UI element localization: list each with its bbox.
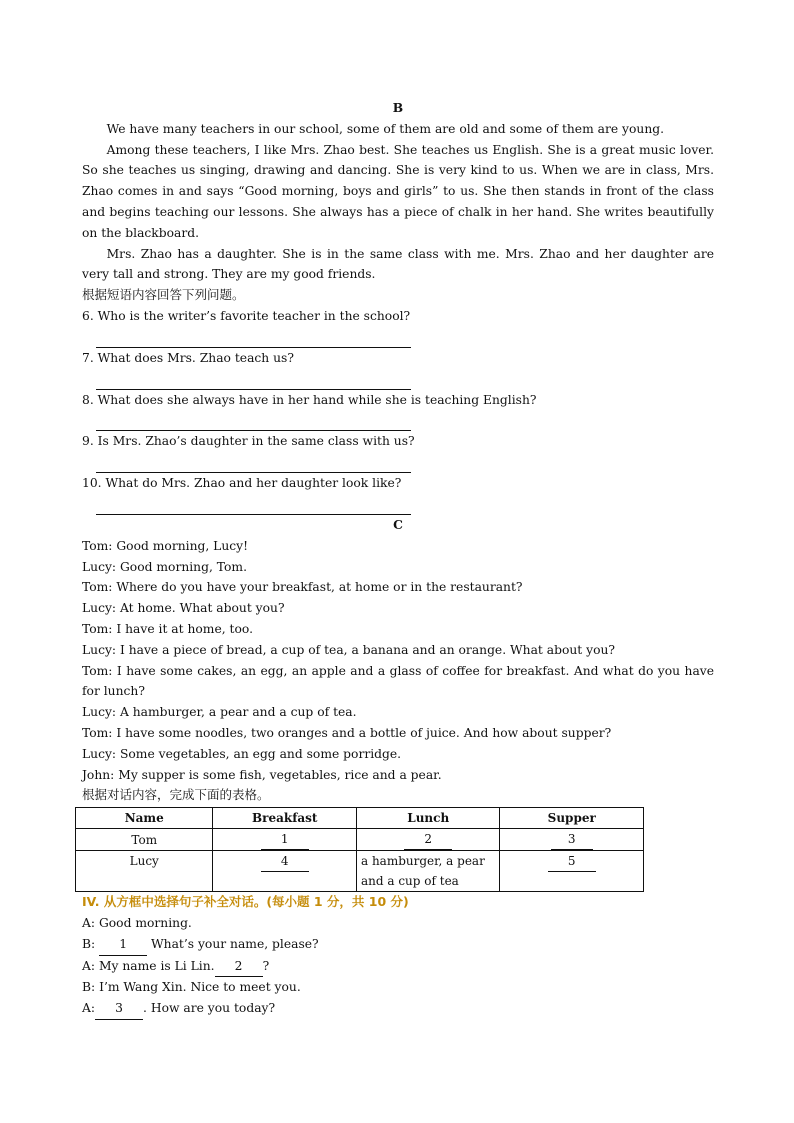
lunch-text: a hamburger, a pear [360,854,485,869]
passage-paragraph: Among these teachers, I like Mrs. Zhao best. She teaches us English. She is a great music lover. So she teaches us singing, drawing and dancing. She is very kind to us. When we are in class, Mrs. Zhao comes in and says “Good morning, boys and girls” to us. She then stands in front of the class and begins teaching our lessons. She always has a piece of chalk in her hand. She writes beautifully on the blackboard. [82,142,714,240]
dialogue-line [82,913,714,934]
dialogue-text: ? [262,958,270,973]
dialogue-line [82,977,714,998]
question [82,390,714,432]
dialogue-line: Tom: I have some cakes, an egg, an apple and a glass of coffee for breakfast. And what do you have for lunch? [82,663,714,699]
passage-paragraph: We have many teachers in our school, some of them are old and some of them are young. [106,121,665,136]
dialogue-line: Lucy: I have a piece of bread, a cup of tea, a banana and an orange. What about you? [82,642,616,657]
table-cell[interactable] [356,829,500,851]
table-cell: Lucy [76,851,213,892]
answer-line[interactable] [96,494,411,515]
blank[interactable]: 3 [95,998,143,1020]
question-text: 10. What do Mrs. Zhao and her daughter look like? [82,476,402,491]
meal-table [75,807,644,892]
question-text: 9. Is Mrs. Zhao’s daughter in the same class with us? [82,434,415,449]
dialogue-line: John: My supper is some fish, vegetables, rice and a pear. [82,767,442,782]
section-b-heading: B [392,100,404,115]
question-text: 8. What does she always have in her hand while she is teaching English? [82,392,537,407]
dialogue-line: Lucy: Good morning, Tom. [82,559,248,574]
blank[interactable]: 5 [548,851,596,872]
blank[interactable]: 1 [261,829,309,850]
dialogue-line: Lucy: A hamburger, a pear and a cup of tea. [82,705,357,720]
section-iv-title: IV. 从方框中选择句子补全对话。(每小题 1 分，共 10 分) [82,894,409,910]
dialogue-line: Tom: Good morning, Lucy! [82,538,249,553]
answer-line[interactable] [96,369,411,390]
table-cell[interactable] [213,851,357,892]
speaker: A: [82,958,96,973]
table-header: Supper [500,808,644,829]
answer-line[interactable] [96,452,411,473]
dialogue-line [82,956,714,978]
dialogue-line: Lucy: At home. What about you? [82,601,285,616]
blank[interactable]: 3 [551,829,593,850]
question-text: 7. What does Mrs. Zhao teach us? [82,350,294,365]
speaker: B: [82,980,96,995]
passage-paragraph: Mrs. Zhao has a daughter. She is in the same class with me. Mrs. Zhao and her daughter are very tall and strong. They are my good friends. [82,246,714,282]
dialogue-line: Tom: Where do you have your breakfast, at home or in the restaurant? [82,580,523,595]
question [82,473,714,515]
question [82,348,714,390]
section-c-heading: C [393,516,403,532]
dialogue-line [82,934,714,956]
table-cell[interactable] [500,829,644,851]
dialogue-line [82,998,714,1020]
dialogue-line: Tom: I have it at home, too. [82,621,253,636]
table-row [76,829,644,851]
dialogue-text: . How are you today? [143,1001,276,1016]
blank[interactable]: 1 [99,934,147,956]
question-text: 6. Who is the writer’s favorite teacher in the school? [82,308,411,323]
table-header: Name [76,808,213,829]
blank[interactable]: 4 [261,851,309,872]
answer-line[interactable] [96,327,411,348]
table-cell[interactable] [213,829,357,851]
table-header: Breakfast [213,808,357,829]
section-c-instruction: 根据对话内容，完成下面的表格。 [82,787,270,803]
answer-line[interactable] [96,410,411,431]
table-row [76,851,644,892]
table-header: Lunch [356,808,500,829]
blank[interactable]: 2 [404,829,452,850]
dialogue-text: What’s your name, please? [147,936,319,951]
speaker: A: [82,1001,96,1016]
table-cell[interactable] [500,851,644,892]
table-cell [356,851,500,892]
speaker: B: [82,936,96,951]
dialogue-text: My name is Li Lin. [95,958,215,973]
document-page [82,98,714,1020]
table-cell: Tom [76,829,213,851]
dialogue-text: Good morning. [95,915,192,930]
question [82,431,714,473]
dialogue-line: Lucy: Some vegetables, an egg and some porridge. [82,746,402,761]
dialogue-text: I’m Wang Xin. Nice to meet you. [95,980,301,995]
section-b-instruction: 根据短语内容回答下列问题。 [82,287,245,303]
blank[interactable]: 2 [215,956,263,978]
lunch-text: and a cup of tea [360,874,459,889]
speaker: A: [82,915,96,930]
question [82,306,714,348]
dialogue-line: Tom: I have some noodles, two oranges and a bottle of juice. And how about supper? [82,725,612,740]
table-header-row [76,808,644,829]
